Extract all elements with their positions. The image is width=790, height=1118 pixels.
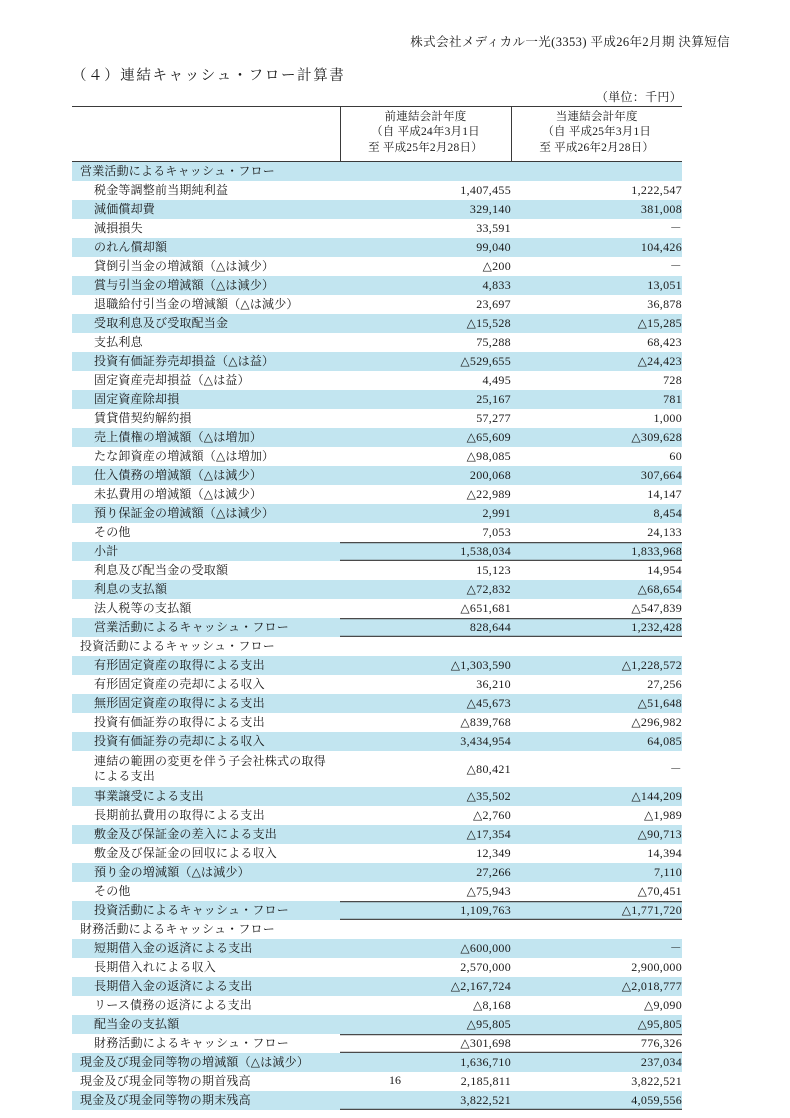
table-row: [72, 466, 682, 485]
row-value-current-year: △70,451: [511, 882, 682, 901]
row-value-current-year: △9,090: [511, 996, 682, 1015]
table-row: [72, 787, 682, 806]
row-label: 預り保証金の増減額（△は減少）: [72, 504, 340, 523]
row-value-previous-year: 329,140: [340, 200, 511, 219]
row-label: 法人税等の支払額: [72, 599, 340, 618]
row-value-previous-year: 2,185,811: [340, 1072, 511, 1091]
row-label: 長期借入金の返済による支出: [72, 977, 340, 996]
row-value-previous-year: △600,000: [340, 939, 511, 958]
row-value-current-year: 2,900,000: [511, 958, 682, 977]
table-row: [72, 996, 682, 1015]
table-row: [72, 504, 682, 523]
row-label: 投資活動によるキャッシュ・フロー: [72, 901, 340, 920]
row-value-previous-year: 1,109,763: [340, 901, 511, 920]
row-value-previous-year: 3,822,521: [340, 1091, 511, 1110]
row-value-current-year: －: [511, 939, 682, 958]
row-value-previous-year: △529,655: [340, 352, 511, 371]
table-row: [72, 580, 682, 599]
row-label: 財務活動によるキャッシュ・フロー: [72, 920, 340, 939]
row-value-current-year: 64,085: [511, 732, 682, 751]
table-row: [72, 939, 682, 958]
row-value-previous-year: 57,277: [340, 409, 511, 428]
row-label: 投資有価証券の取得による支出: [72, 713, 340, 732]
row-value-current-year: 728: [511, 371, 682, 390]
row-value-previous-year: 27,266: [340, 863, 511, 882]
table-row: [72, 751, 682, 787]
row-value-current-year: △2,018,777: [511, 977, 682, 996]
row-value-current-year: [511, 920, 682, 939]
row-label: 現金及び現金同等物の増減額（△は減少）: [72, 1053, 340, 1072]
row-label: 支払利息: [72, 333, 340, 352]
table-row: [72, 656, 682, 675]
row-value-previous-year: 36,210: [340, 675, 511, 694]
row-label: 長期借入れによる収入: [72, 958, 340, 977]
row-value-current-year: △309,628: [511, 428, 682, 447]
previous-year-title: 前連結会計年度: [384, 111, 467, 123]
current-year-to: 至 平成26年2月28日）: [539, 141, 655, 154]
row-label: 連結の範囲の変更を伴う子会社株式の取得 による支出: [72, 751, 340, 787]
row-value-previous-year: △75,943: [340, 882, 511, 901]
row-value-previous-year: 7,053: [340, 523, 511, 542]
table-row: [72, 428, 682, 447]
row-value-previous-year: △2,167,724: [340, 977, 511, 996]
table-row: [72, 314, 682, 333]
table-row: [72, 713, 682, 732]
row-label: 売上債権の増減額（△は増加）: [72, 428, 340, 447]
row-value-previous-year: △22,989: [340, 485, 511, 504]
row-label: 減価償却費: [72, 200, 340, 219]
row-value-previous-year: 2,991: [340, 504, 511, 523]
row-label: 未払費用の増減額（△は減少）: [72, 485, 340, 504]
row-label: 退職給付引当金の増減額（△は減少）: [72, 295, 340, 314]
row-value-previous-year: 23,697: [340, 295, 511, 314]
row-value-previous-year: △301,698: [340, 1034, 511, 1053]
row-label: 財務活動によるキャッシュ・フロー: [72, 1034, 340, 1053]
row-value-current-year: 104,426: [511, 238, 682, 257]
table-row: [72, 675, 682, 694]
row-value-previous-year: 33,591: [340, 219, 511, 238]
row-label: 預り金の増減額（△は減少）: [72, 863, 340, 882]
previous-year-from: （自 平成24年3月1日: [371, 126, 480, 139]
table-row: [72, 409, 682, 428]
table-row: [72, 257, 682, 276]
table-row: [72, 901, 682, 920]
row-value-current-year: －: [511, 751, 682, 787]
row-value-current-year: 4,059,556: [511, 1091, 682, 1110]
running-header: 株式会社メディカル一光(3353) 平成26年2月期 決算短信: [410, 35, 730, 49]
table-row: [72, 882, 682, 901]
row-value-current-year: 8,454: [511, 504, 682, 523]
row-value-current-year: －: [511, 219, 682, 238]
row-value-current-year: 27,256: [511, 675, 682, 694]
row-label: 小計: [72, 542, 340, 561]
row-label: 長期前払費用の取得による支出: [72, 806, 340, 825]
table-header: [72, 107, 682, 162]
row-label: 税金等調整前当期純利益: [72, 181, 340, 200]
row-value-previous-year: 25,167: [340, 390, 511, 409]
row-value-previous-year: 12,349: [340, 844, 511, 863]
row-label: 営業活動によるキャッシュ・フロー: [72, 162, 340, 182]
current-year-from: （自 平成25年3月1日: [542, 126, 652, 139]
table-row: [72, 844, 682, 863]
unit-note: （単位：千円）: [595, 90, 682, 104]
row-value-current-year: 24,133: [511, 523, 682, 542]
row-value-previous-year: △72,832: [340, 580, 511, 599]
table-row: [72, 806, 682, 825]
row-label: たな卸資産の増減額（△は増加）: [72, 447, 340, 466]
table-row: [72, 181, 682, 200]
current-year-title: 当連結会計年度: [555, 111, 638, 123]
row-label: 現金及び現金同等物の期末残高: [72, 1091, 340, 1110]
row-value-previous-year: △839,768: [340, 713, 511, 732]
cash-flow-statement-table: [72, 106, 682, 1110]
row-label: 利息の支払額: [72, 580, 340, 599]
table-row: [72, 542, 682, 561]
row-value-current-year: △68,654: [511, 580, 682, 599]
column-header-previous-year: [340, 107, 511, 162]
table-row: [72, 333, 682, 352]
row-label: 減損損失: [72, 219, 340, 238]
row-value-previous-year: △1,303,590: [340, 656, 511, 675]
table-row: [72, 1015, 682, 1034]
row-label: 賃貸借契約解約損: [72, 409, 340, 428]
page-title: （４）連結キャッシュ・フロー計算書: [72, 68, 346, 84]
table-row: [72, 162, 682, 182]
row-value-previous-year: [340, 162, 511, 182]
table-row: [72, 238, 682, 257]
row-value-previous-year: 1,407,455: [340, 181, 511, 200]
row-value-current-year: 237,034: [511, 1053, 682, 1072]
table-header-row: [72, 107, 682, 162]
row-value-previous-year: △45,673: [340, 694, 511, 713]
row-value-previous-year: △15,528: [340, 314, 511, 333]
row-label: 仕入債務の増減額（△は減少）: [72, 466, 340, 485]
table-row: [72, 295, 682, 314]
table-row: [72, 825, 682, 844]
row-label: 貸倒引当金の増減額（△は減少）: [72, 257, 340, 276]
table-row: [72, 1053, 682, 1072]
row-label: 営業活動によるキャッシュ・フロー: [72, 618, 340, 637]
row-value-previous-year: 200,068: [340, 466, 511, 485]
table-row: [72, 485, 682, 504]
row-value-previous-year: 1,538,034: [340, 542, 511, 561]
row-label: その他: [72, 882, 340, 901]
table-row: [72, 863, 682, 882]
row-value-previous-year: 2,570,000: [340, 958, 511, 977]
row-value-current-year: 1,232,428: [511, 618, 682, 637]
table-row: [72, 1034, 682, 1053]
row-label: その他: [72, 523, 340, 542]
row-value-previous-year: △98,085: [340, 447, 511, 466]
row-label: 賞与引当金の増減額（△は減少）: [72, 276, 340, 295]
row-value-current-year: －: [511, 257, 682, 276]
table-row: [72, 637, 682, 656]
row-value-current-year: 776,326: [511, 1034, 682, 1053]
table-row: [72, 200, 682, 219]
row-value-previous-year: △200: [340, 257, 511, 276]
row-value-current-year: △51,648: [511, 694, 682, 713]
row-label: 敷金及び保証金の差入による支出: [72, 825, 340, 844]
row-value-previous-year: △65,609: [340, 428, 511, 447]
row-label: 投資有価証券の売却による収入: [72, 732, 340, 751]
row-label: 投資有価証券売却損益（△は益）: [72, 352, 340, 371]
row-label: 固定資産除却損: [72, 390, 340, 409]
table-row: [72, 561, 682, 580]
column-header-current-year: [511, 107, 682, 162]
row-value-previous-year: 4,833: [340, 276, 511, 295]
table-body: [72, 162, 682, 1111]
row-label: 有形固定資産の売却による収入: [72, 675, 340, 694]
row-value-current-year: 307,664: [511, 466, 682, 485]
row-value-previous-year: △8,168: [340, 996, 511, 1015]
row-value-current-year: △24,423: [511, 352, 682, 371]
row-value-current-year: 36,878: [511, 295, 682, 314]
row-value-previous-year: △80,421: [340, 751, 511, 787]
row-value-current-year: △547,839: [511, 599, 682, 618]
row-label: 事業譲受による支出: [72, 787, 340, 806]
row-value-previous-year: 3,434,954: [340, 732, 511, 751]
row-value-current-year: △15,285: [511, 314, 682, 333]
row-value-current-year: 781: [511, 390, 682, 409]
table-row: [72, 732, 682, 751]
previous-year-to: 至 平成25年2月28日）: [368, 141, 483, 154]
table-row: [72, 599, 682, 618]
table-row: [72, 523, 682, 542]
row-value-current-year: 14,147: [511, 485, 682, 504]
row-value-current-year: △90,713: [511, 825, 682, 844]
page-number: 16: [389, 1073, 401, 1087]
row-label: のれん償却額: [72, 238, 340, 257]
table-row: [72, 371, 682, 390]
row-value-current-year: △1,771,720: [511, 901, 682, 920]
table-row: [72, 219, 682, 238]
row-value-current-year: 14,394: [511, 844, 682, 863]
row-label: リース債務の返済による支出: [72, 996, 340, 1015]
table-row: [72, 920, 682, 939]
row-value-previous-year: △17,354: [340, 825, 511, 844]
row-value-previous-year: △35,502: [340, 787, 511, 806]
row-value-current-year: 60: [511, 447, 682, 466]
row-label: 配当金の支払額: [72, 1015, 340, 1034]
row-value-current-year: △1,228,572: [511, 656, 682, 675]
table-row: [72, 977, 682, 996]
row-value-current-year: [511, 637, 682, 656]
row-label: 投資活動によるキャッシュ・フロー: [72, 637, 340, 656]
table-row: [72, 276, 682, 295]
row-value-current-year: 13,051: [511, 276, 682, 295]
row-value-previous-year: △2,760: [340, 806, 511, 825]
table-row: [72, 694, 682, 713]
column-header-label: [72, 107, 340, 162]
row-value-current-year: 68,423: [511, 333, 682, 352]
row-value-current-year: 7,110: [511, 863, 682, 882]
row-label: 固定資産売却損益（△は益）: [72, 371, 340, 390]
row-value-current-year: △296,982: [511, 713, 682, 732]
table-row: [72, 618, 682, 637]
row-value-previous-year: 1,636,710: [340, 1053, 511, 1072]
row-value-previous-year: 4,495: [340, 371, 511, 390]
table-row: [72, 447, 682, 466]
row-label: 敷金及び保証金の回収による収入: [72, 844, 340, 863]
row-value-current-year: 3,822,521: [511, 1072, 682, 1091]
row-value-current-year: 1,000: [511, 409, 682, 428]
row-value-current-year: △95,805: [511, 1015, 682, 1034]
row-value-current-year: 14,954: [511, 561, 682, 580]
row-value-previous-year: [340, 920, 511, 939]
table-row: [72, 390, 682, 409]
row-label: 短期借入金の返済による支出: [72, 939, 340, 958]
row-label: 現金及び現金同等物の期首残高: [72, 1072, 340, 1091]
row-value-previous-year: 15,123: [340, 561, 511, 580]
row-label: 利息及び配当金の受取額: [72, 561, 340, 580]
row-value-previous-year: 99,040: [340, 238, 511, 257]
row-value-previous-year: 828,644: [340, 618, 511, 637]
table-row: [72, 352, 682, 371]
table-row: [72, 958, 682, 977]
row-value-previous-year: △651,681: [340, 599, 511, 618]
row-value-current-year: [511, 162, 682, 182]
row-label: 無形固定資産の取得による支出: [72, 694, 340, 713]
table-row: [72, 1091, 682, 1110]
row-value-current-year: △1,989: [511, 806, 682, 825]
row-value-previous-year: [340, 637, 511, 656]
row-value-current-year: 1,222,547: [511, 181, 682, 200]
row-label: 有形固定資産の取得による支出: [72, 656, 340, 675]
row-value-previous-year: △95,805: [340, 1015, 511, 1034]
row-value-current-year: 381,008: [511, 200, 682, 219]
row-value-current-year: △144,209: [511, 787, 682, 806]
row-value-current-year: 1,833,968: [511, 542, 682, 561]
row-value-previous-year: 75,288: [340, 333, 511, 352]
row-label: 受取利息及び受取配当金: [72, 314, 340, 333]
